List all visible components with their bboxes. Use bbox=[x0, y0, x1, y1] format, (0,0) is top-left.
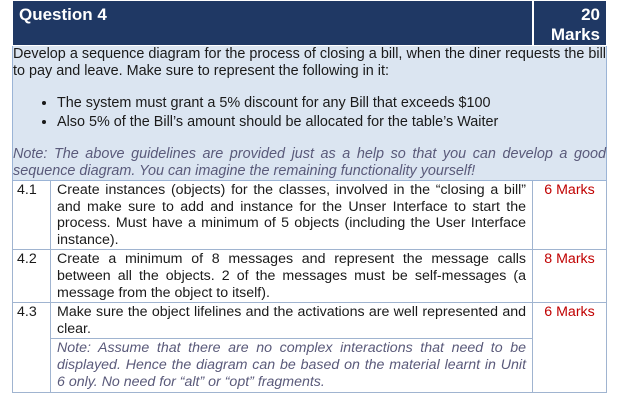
question-title: Question 4 bbox=[13, 1, 533, 46]
task-marks: 6 Marks bbox=[533, 303, 607, 393]
requirement-item: • Also 5% of the Bill’s amount should be allocated for the table’s Waiter bbox=[57, 114, 606, 131]
question-total-marks: 20 Marks bbox=[533, 1, 607, 46]
task-row bbox=[13, 181, 607, 250]
task-description: Make sure the object lifelines and the activations are well represented and clear. bbox=[51, 303, 533, 339]
task-description: Create instances (objects) for the classes, involved in the “closing a bill” and make sure to add and instance for the Unser Interface to start the process. Must have a minimum of 5 objects (including the User Interface instance). bbox=[51, 181, 533, 250]
guideline-note: Note: The above guidelines are provided just as a help so that you can develop a good sequence diagram. You can imagine the remaining functionality yourself! bbox=[13, 146, 607, 179]
task-number: 4.2 bbox=[13, 250, 51, 303]
task-marks: 8 Marks bbox=[533, 250, 607, 303]
task-description: Create a minimum of 8 messages and represent the message calls between all the objects. 2 of the messages must be self-messages (a message from the object to itself). bbox=[51, 250, 533, 303]
task-row bbox=[13, 303, 607, 339]
requirement-item: • The system must grant a 5% discount for any Bill that exceeds $100 bbox=[57, 95, 606, 112]
task-note-row bbox=[13, 339, 607, 393]
task-row bbox=[13, 250, 607, 303]
task-number: 4.3 bbox=[13, 303, 51, 393]
question-intro bbox=[13, 46, 607, 181]
requirements-list bbox=[13, 95, 606, 131]
final-note: Note: Assume that there are no complex interactions that need to be displayed. Hence the diagram can be based on the material learnt in Unit 6 only. No need for “alt” or “opt” fragments. bbox=[51, 339, 533, 393]
question-intro-row bbox=[13, 46, 607, 181]
task-marks: 6 Marks bbox=[533, 181, 607, 250]
intro-paragraph: Develop a sequence diagram for the process of closing a bill, when the diner requests the bill to pay and leave. Make sure to represent the following in it: bbox=[13, 46, 607, 79]
task-number: 4.1 bbox=[13, 181, 51, 250]
question-table bbox=[12, 0, 607, 393]
question-header-row bbox=[13, 1, 607, 46]
